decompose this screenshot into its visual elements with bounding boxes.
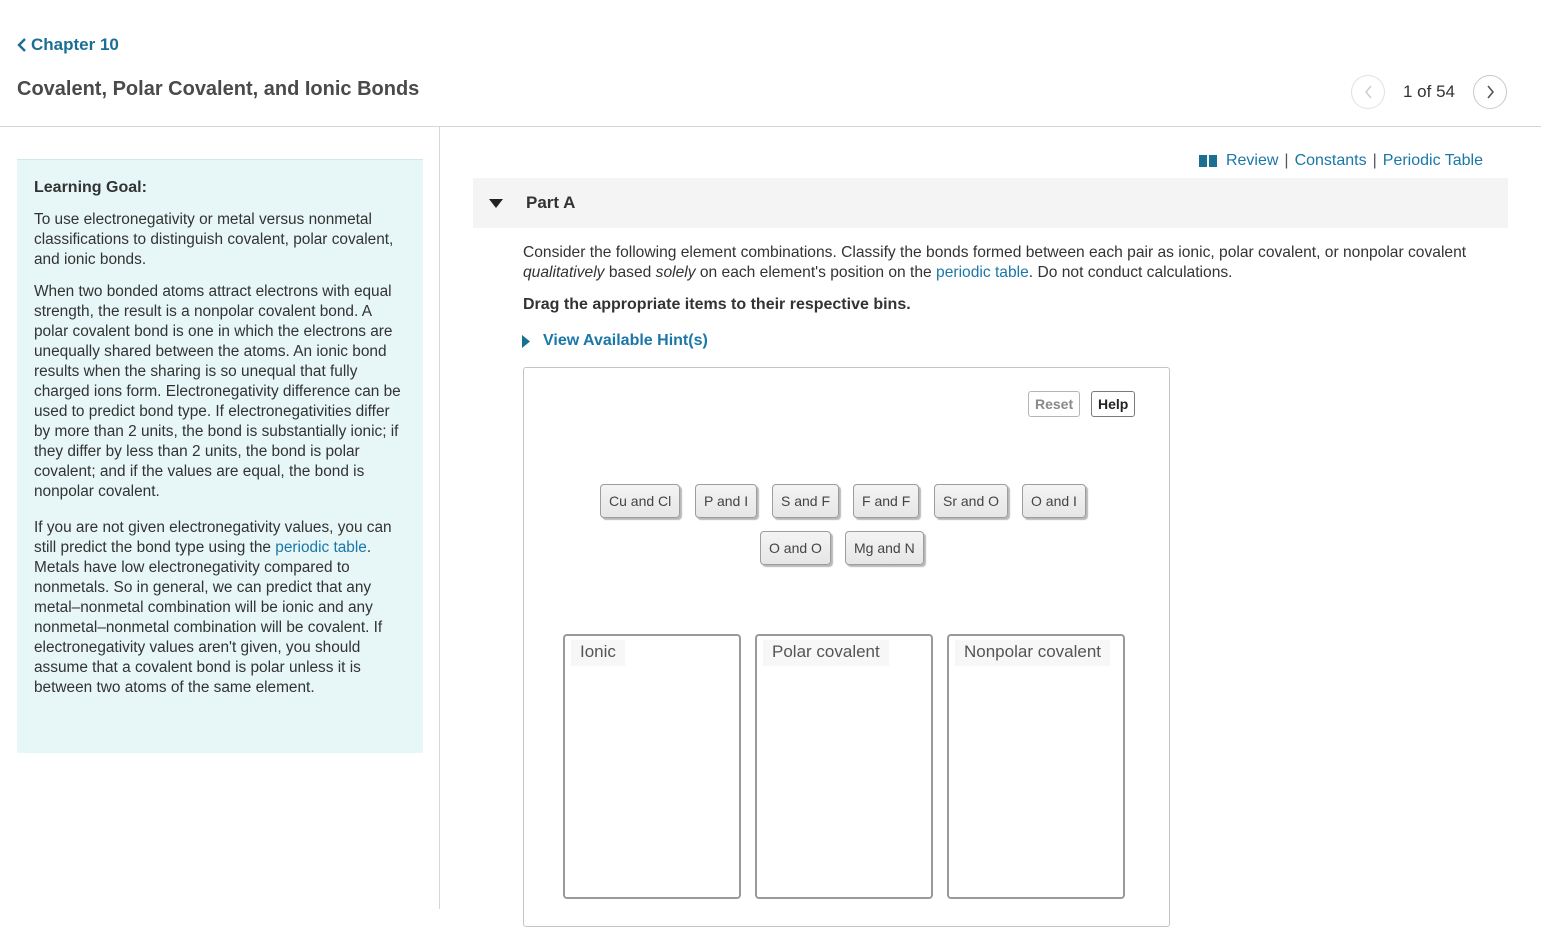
bin-label: Ionic	[571, 640, 625, 666]
question-text-part: on each element's position on the	[695, 264, 937, 281]
chevron-right-icon	[1486, 85, 1495, 99]
bond-explanation-text: When two bonded atoms attract electrons with equal strength, the result is a nonpolar covalent bond. A polar covalent bond is one in which the electrons are unequally shared between the atoms. An ionic bond results when the sharing is so unequal that fully charged ions form. Electronegativity difference can be used to predict bond type. If electronegativities differ by more than 2 units, the bond is substantially ionic; if they differ by less than 2 units, the bond is polar covalent; and if the values are equal, the bond is nonpolar covalent.	[34, 283, 401, 500]
hints-label: View Available Hint(s)	[543, 332, 708, 349]
back-link-label: Chapter 10	[31, 35, 119, 54]
resource-links	[1199, 152, 1483, 170]
link-separator: |	[1284, 152, 1289, 169]
question-text-part: . Do not conduct calculations.	[1028, 264, 1233, 281]
bin-ionic[interactable]	[563, 634, 741, 899]
book-icon	[1199, 155, 1217, 167]
bin-polar-covalent[interactable]	[755, 634, 933, 899]
drag-drop-workspace	[523, 367, 1170, 927]
link-separator: |	[1372, 152, 1377, 169]
periodic-table-link[interactable]: periodic table	[275, 539, 367, 556]
caret-down-icon	[489, 199, 503, 208]
previous-item-button[interactable]	[1351, 75, 1385, 109]
question-text	[523, 243, 1513, 283]
question-periodic-table-link[interactable]: periodic table	[936, 264, 1029, 281]
question-emphasis: solely	[655, 264, 696, 281]
draggable-item[interactable]: Sr and O	[934, 484, 1008, 518]
question-text-part: Consider the following element combinations. Classify the bonds formed between each pair as ionic, polar covalent, or nonpolar covalent	[523, 244, 1467, 261]
draggable-item[interactable]: F and F	[853, 484, 919, 518]
column-divider	[439, 127, 440, 909]
help-button[interactable]: Help	[1091, 391, 1135, 417]
next-item-button[interactable]	[1473, 75, 1507, 109]
draggable-item[interactable]: P and I	[695, 484, 757, 518]
constants-link[interactable]: Constants	[1294, 152, 1367, 169]
back-to-chapter-link[interactable]	[17, 35, 119, 55]
draggable-item[interactable]: Mg and N	[845, 531, 924, 565]
draggable-item[interactable]: O and O	[760, 531, 831, 565]
guidance-text-start: If you are not given electronegativity values, you can still predict the bond type using the	[34, 519, 392, 556]
item-pager	[1351, 75, 1507, 109]
header-divider	[0, 126, 1541, 127]
learning-goal-text: To use electronegativity or metal versus nonmetal classifications to distinguish covalent, polar covalent, and ionic bonds.	[34, 211, 394, 268]
periodic-table-guidance-text	[34, 518, 406, 698]
chevron-left-icon	[1364, 85, 1373, 99]
bin-label: Nonpolar covalent	[955, 640, 1110, 666]
caret-right-icon	[522, 335, 530, 348]
chevron-left-icon	[17, 38, 27, 52]
bin-nonpolar-covalent[interactable]	[947, 634, 1125, 899]
view-hints-toggle[interactable]	[522, 332, 708, 350]
page-title: Covalent, Polar Covalent, and Ionic Bonds	[17, 78, 420, 100]
guidance-text-end: . Metals have low electronegativity compared to nonmetals. So in general, we can predict that any metal–nonmetal combination will be ionic and any nonmetal–nonmetal combination will be covalent. If electronegativity values aren't given, you should assume that a covalent bond is polar unless it is between two atoms of the same element.	[34, 539, 383, 696]
bin-label: Polar covalent	[763, 640, 889, 666]
draggable-item[interactable]: Cu and Cl	[600, 484, 680, 518]
learning-goal-panel	[17, 159, 423, 753]
draggable-item[interactable]: O and I	[1022, 484, 1086, 518]
part-title: Part A	[526, 193, 576, 212]
reset-button[interactable]: Reset	[1028, 391, 1080, 417]
draggable-item[interactable]: S and F	[772, 484, 839, 518]
periodic-table-resource-link[interactable]: Periodic Table	[1382, 152, 1483, 169]
question-text-part: based	[604, 264, 656, 281]
learning-goal-heading: Learning Goal:	[34, 179, 147, 196]
part-a-toggle[interactable]	[473, 178, 1508, 228]
review-link[interactable]: Review	[1225, 152, 1279, 169]
item-position-text: 1 of 54	[1403, 82, 1455, 101]
question-emphasis: qualitatively	[523, 264, 605, 281]
drag-instruction: Drag the appropriate items to their respective bins.	[523, 296, 911, 313]
